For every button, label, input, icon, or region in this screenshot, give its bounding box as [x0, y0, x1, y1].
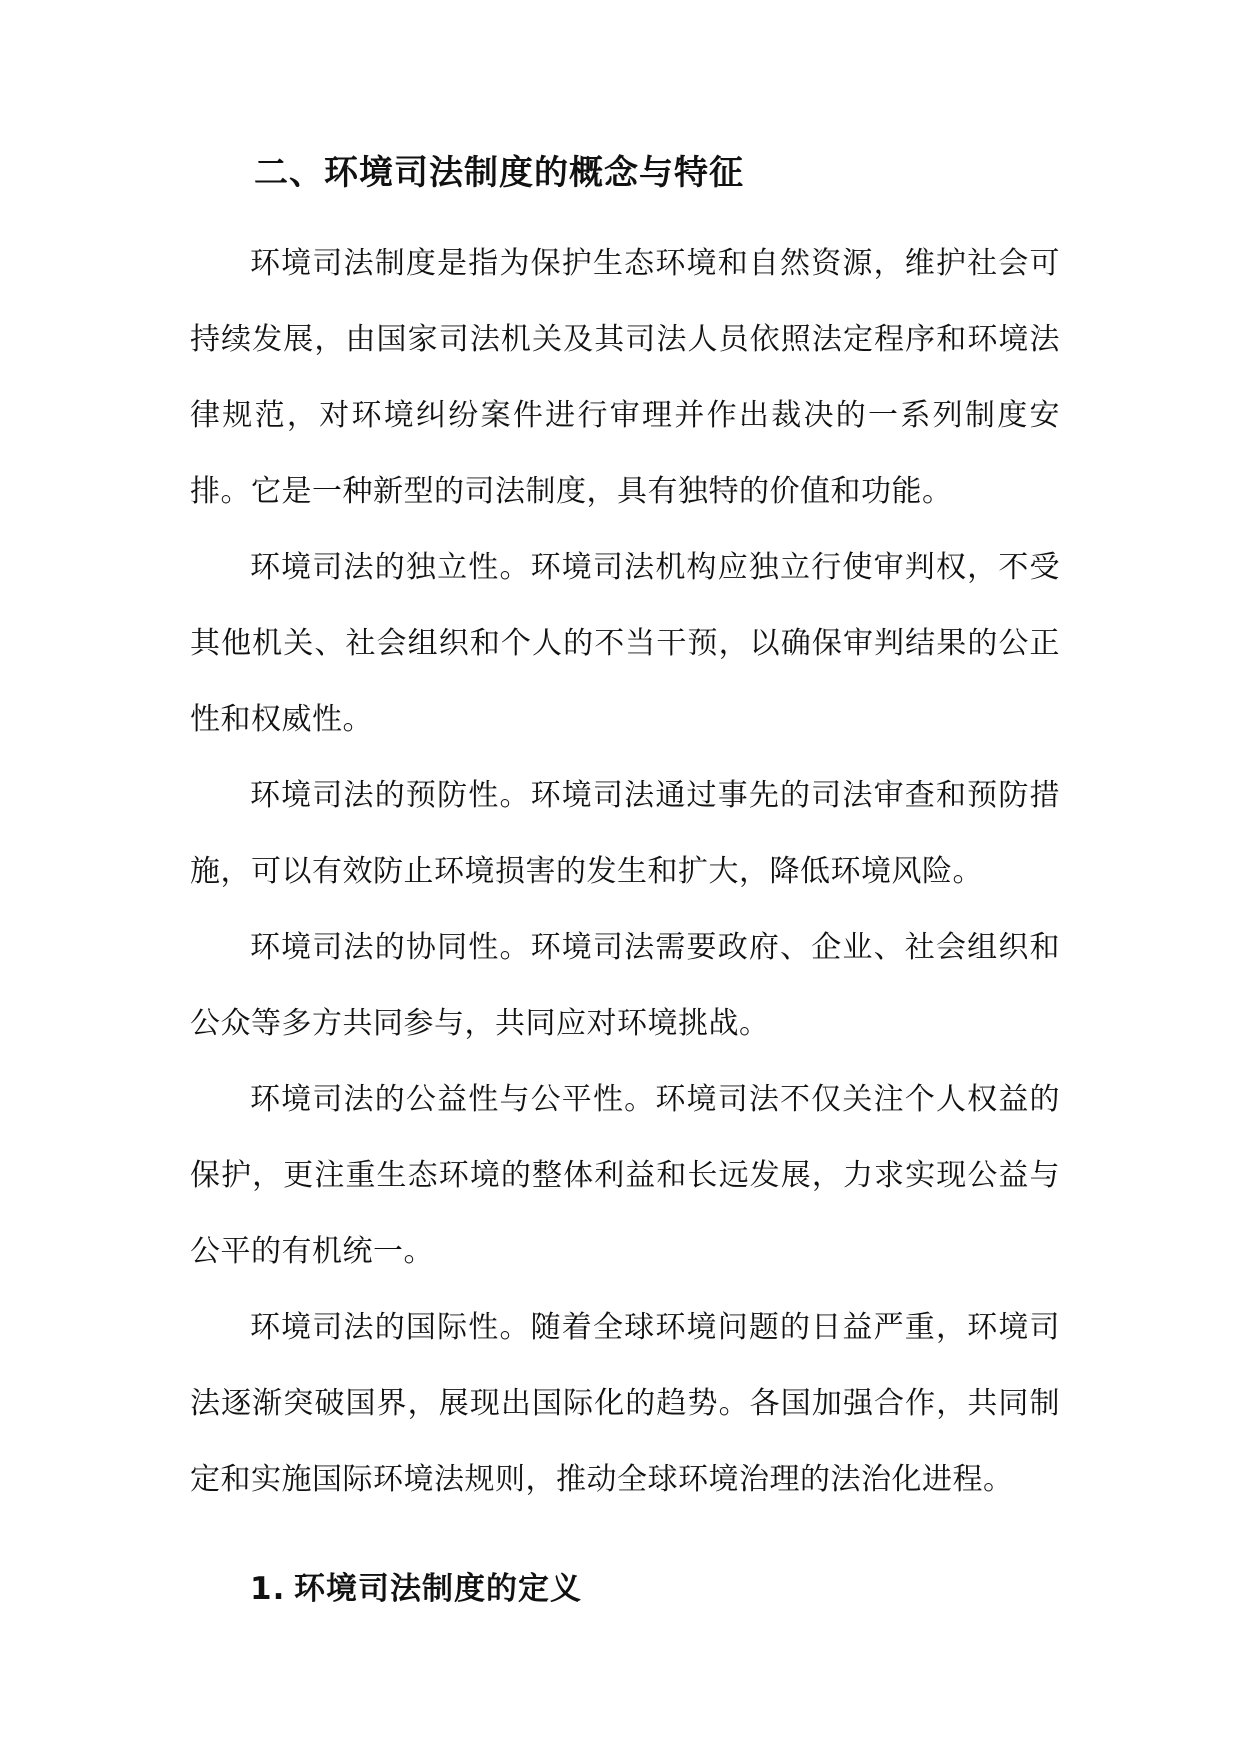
document-content	[190, 150, 1060, 1612]
paragraph-prevention: 环境司法的预防性。环境司法通过事先的司法审查和预防措施，可以有效防止环境损害的发生和扩大，降低环境风险。	[190, 778, 1060, 889]
section-title: 二、环境司法制度的概念与特征	[254, 153, 744, 193]
paragraph-internationality: 环境司法的国际性。随着全球环境问题的日益严重，环境司法逐渐突破国界，展现出国际化的趋势。各国加强合作，共同制定和实施国际环境法规则，推动全球环境治理的法治化进程。	[190, 1310, 1060, 1497]
paragraph-definition: 环境司法制度是指为保护生态环境和自然资源，维护社会可持续发展，由国家司法机关及其司法人员依照法定程序和环境法律规范，对环境纠纷案件进行审理并作出裁决的一系列制度安排。它是一种新型的司法制度，具有独特的价值和功能。	[190, 246, 1060, 509]
paragraph-independence: 环境司法的独立性。环境司法机构应独立行使审判权，不受其他机关、社会组织和个人的不当干预，以确保审判结果的公正性和权威性。	[190, 550, 1060, 737]
paragraph-public-interest: 环境司法的公益性与公平性。环境司法不仅关注个人权益的保护，更注重生态环境的整体利益和长远发展，力求实现公益与公平的有机统一。	[190, 1082, 1060, 1269]
subheading-text: 环境司法制度的定义	[294, 1571, 582, 1607]
subheading-definition	[250, 1566, 1060, 1612]
subheading-number: 1.	[250, 1571, 286, 1607]
paragraph-collaboration: 环境司法的协同性。环境司法需要政府、企业、社会组织和公众等多方共同参与，共同应对环境挑战。	[190, 930, 1060, 1041]
